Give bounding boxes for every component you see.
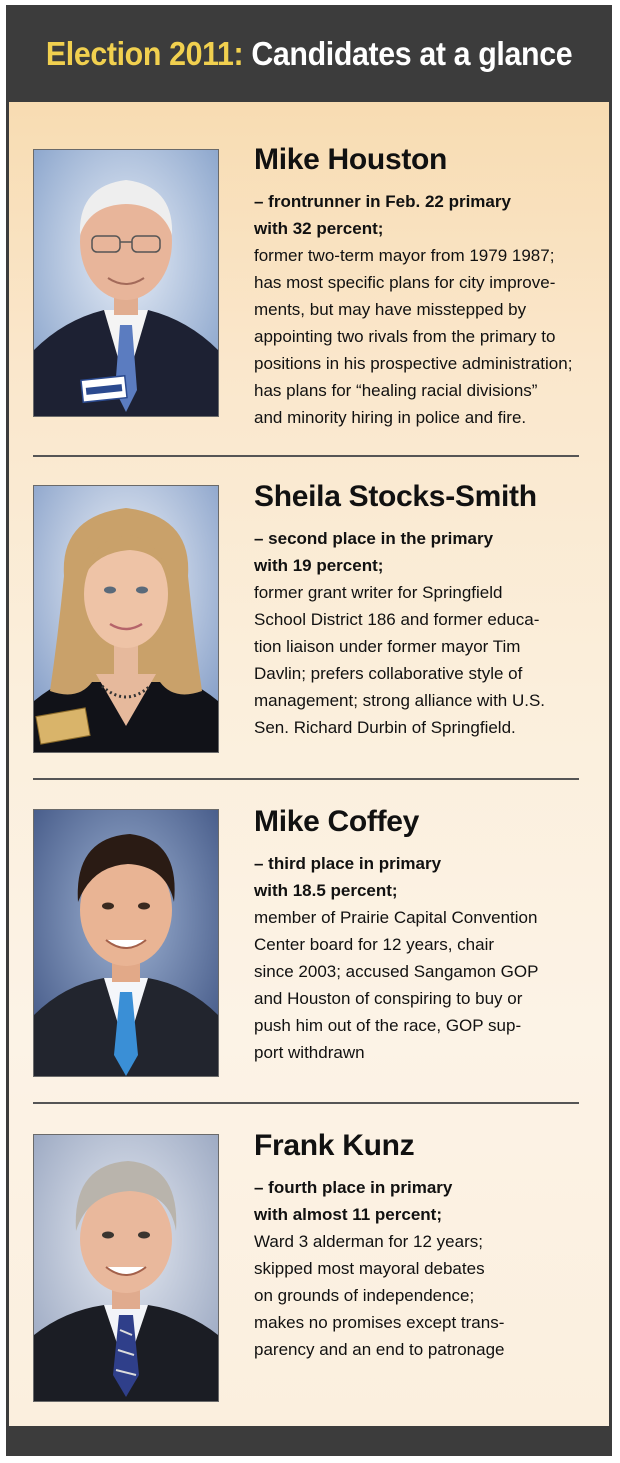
candidate-status: – frontrunner in Feb. 22 primary with 32 percent; bbox=[254, 192, 511, 238]
title-year: Election 2011: bbox=[45, 34, 244, 72]
candidate-info bbox=[254, 142, 594, 431]
candidate-bio: former grant writer for Springfield School District 186 and former educa- tion liaison under former mayor Tim Davlin; prefers collaborative style of management; strong alliance with U.S. Sen. Richard Durbin of Springfield. bbox=[254, 583, 546, 737]
candidate-status: – fourth place in primary with almost 11 percent; bbox=[254, 1178, 453, 1224]
candidate-photo bbox=[33, 149, 219, 417]
candidate-photo bbox=[33, 809, 219, 1077]
title-text: Candidates at a glance bbox=[251, 34, 573, 72]
candidate-photo bbox=[33, 1134, 219, 1402]
candidates-panel bbox=[9, 102, 609, 1426]
divider bbox=[33, 778, 579, 780]
candidate-info bbox=[254, 479, 594, 741]
candidate-name: Mike Coffey bbox=[254, 805, 420, 838]
infobox-frame bbox=[6, 5, 612, 1456]
candidate-bio: Ward 3 alderman for 12 years; skipped most mayoral debates on grounds of independence; makes no promises except trans- parency and an end to patronage bbox=[254, 1232, 505, 1359]
candidate-bio: member of Prairie Capital Convention Center board for 12 years, chair since 2003; accused Sangamon GOP and Houston of conspiring to buy or push him out of the race, GOP sup- port withdrawn bbox=[254, 908, 539, 1062]
candidate-name: Sheila Stocks-Smith bbox=[254, 480, 537, 513]
candidate-info bbox=[254, 1128, 594, 1363]
candidate-status: – third place in primary with 18.5 percent; bbox=[254, 854, 442, 900]
divider bbox=[33, 455, 579, 457]
header-bar bbox=[6, 5, 612, 102]
page-title bbox=[46, 35, 572, 73]
candidate-name: Mike Houston bbox=[254, 143, 448, 176]
candidate-photo bbox=[33, 485, 219, 753]
candidate-info bbox=[254, 804, 594, 1066]
candidate-bio: former two-term mayor from 1979 1987; has most specific plans for city improve- ments, but may have misstepped by appointing two rivals from the primary to positions in his prospective administration; has plans for “healing racial divisions” and minority hiring in police and fire. bbox=[254, 246, 573, 427]
candidate-status: – second place in the primary with 19 percent; bbox=[254, 529, 494, 575]
candidate-name: Frank Kunz bbox=[254, 1129, 415, 1162]
divider bbox=[33, 1102, 579, 1104]
